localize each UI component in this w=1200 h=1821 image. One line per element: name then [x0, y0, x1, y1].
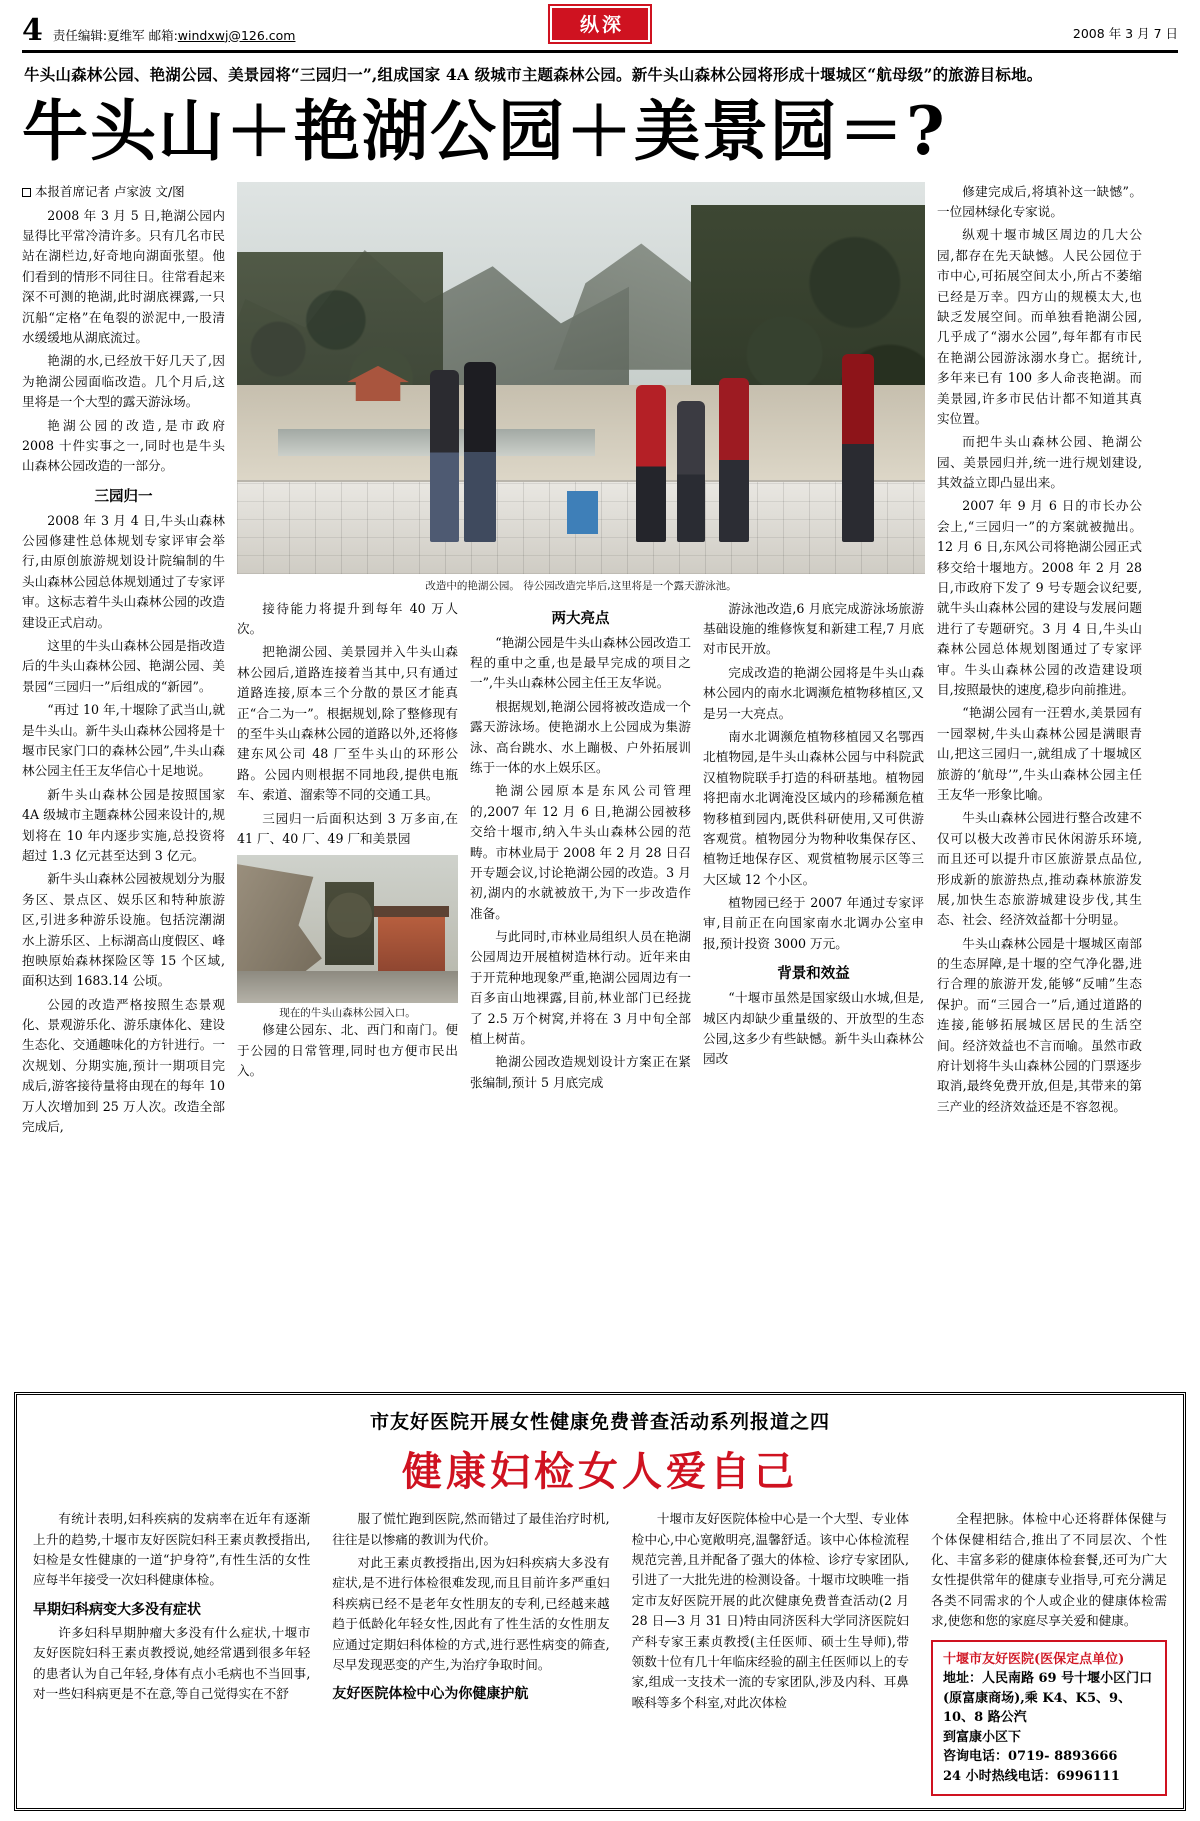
byline	[22, 182, 225, 200]
paragraph: 这里的牛头山森林公园是指改造后的牛头山森林公园、艳湖公园、美景园“三园归一”后组成的“新园”。	[22, 638, 225, 694]
paragraph: 全程把脉。体检中心还将群体保健与个体保健相结合,推出了不同层次、个性化、丰富多彩的健康体检套餐,还可为广大女性提供常年的健康专业指导,可充分满足各类不同需求的个人或企业的健康体检需求,使您和您的家庭尽享关爱和健康。	[930, 1511, 1167, 1629]
masthead	[22, 0, 1178, 46]
clinic-hotline[interactable]: 24 小时热线电话：6996111	[942, 1768, 1120, 1784]
article-deck: 牛头山森林公园、艳湖公园、美景园将“三园归一”,组成国家 4A 级城市主题森林公园。新牛头山森林公园将形成十堰城区“航母级”的旅游目标地。	[24, 65, 1043, 84]
paragraph: 与此同时,市林业局组织人员在艳湖公园周边开展植树造林行动。近年来由于开荒种地现象严重,艳湖公园周边有一百多亩山地裸露,目前,林业部门已经拢了 2.5 万个树窝,并将在 3 月中旬全部植上树苗。	[470, 929, 691, 1047]
paragraph: 对此王素贞教授指出,因为妇科疾病大多没有症状,是不进行体检很难发现,而且目前许多严重妇科疾病已经不是老年女性朋友的专利,已经越来越趋于低龄化年轻女性,因此有了性生活的女性朋友应通过定期妇科体检的方式,进行恶性病变的筛查,尽早发现恶变的产生,为治疗争取时间。	[332, 1554, 610, 1672]
clinic-contact-box	[931, 1640, 1167, 1797]
article-body	[22, 182, 1178, 1141]
paragraph: 根据规划,艳湖公园将被改造成一个露天游泳场。使艳湖水上公园成为集游泳、高台跳水、水上蹦极、户外拓展训练于一体的水上娱乐区。	[470, 698, 691, 775]
paragraph: 游泳池改造,6 月底完成游泳场旅游基础设施的维修恢复和新建工程,7 月底对市民开放。	[703, 600, 924, 657]
paragraph: 2007 年 9 月 6 日的市长办公会上,“三园归一”的方案就被抛出。12 月 6 日,东风公司将艳湖公园正式移交给十堰地方。2008 年 2 月 28 日,市政府下发了 9 号专题会议纪要,就牛头山森林公园的建设与发展问题进行了专题研究。3 月 4 日,牛头山森林公园总体规划图通过了专家评审。牛头山森林公园的改造建设项目,按照最快的速度,稳步向前推进。	[937, 498, 1142, 697]
paragraph: “十堰市虽然是国家级山水城,但是,城区内却缺少重量级的、开放型的生态公园,这多少有些缺憾。新牛头山森林公园改	[703, 990, 924, 1067]
subheading: 两大亮点	[551, 609, 610, 627]
photo-road	[237, 971, 458, 1004]
masthead-credits	[52, 27, 296, 47]
paragraph: 修建完成后,将填补这一缺憾”。一位园林绿化专家说。	[937, 183, 1142, 219]
paragraph: 许多妇科早期肿瘤大多没有什么症状,十堰市友好医院妇科王素贞教授说,她经常遇到很多年轻的患者认为自己年轻,身体有点小毛病也不当回事,对一些妇科病更是不在意,等自己觉得实在不舒	[33, 1624, 311, 1701]
publish-date: 2008 年 3 月 7 日	[1072, 26, 1178, 41]
photo-person	[636, 385, 666, 542]
paragraph: 2008 年 3 月 5 日,艳湖公园内显得比平常冷清许多。只有几名市民站在湖栏边,好奇地向湖面张望。他们看到的情形不同往日。往常看起来深不可测的艳湖,此时湖底裸露,一只沉船“定格”在龟裂的淤泥中,一股清水缓缓地从湖底流过。	[22, 207, 225, 345]
paragraph: 新牛头山森林公园被规划分为服务区、景点区、娱乐区和特种旅游区,引进多种游乐设施。包括浣潮湖水上游乐区、上标湖高山度假区、峰抱映原始森林探险区等 15 个区域,面积达到 1683.14 公顷。	[22, 871, 225, 989]
paragraph: 艳湖的水,已经放干好几天了,因为艳湖公园面临改造。几个月后,这里将是一个大型的露天游泳场。	[22, 353, 225, 410]
clinic-address-line2: (原富康商场),乘 K4、K5、9、10、8 路公汽	[942, 1690, 1132, 1725]
clinic-address-line3: 到富康小区下	[942, 1729, 1021, 1745]
editor-email[interactable]: windxwj@126.com	[177, 27, 296, 43]
paragraph: “艳湖公园有一汪碧水,美景园有一园翠树,牛头山森林公园是满眼青山,把这三园归一,就组成了十堰城区旅游的‘航母’”,牛头山森林公园主任王友华一形象比喻。	[937, 705, 1142, 802]
advertorial-column-2	[332, 1509, 609, 1796]
paragraph: 2008 年 3 月 4 日,牛头山森林公园修建性总体规划专家评审会举行,由原创旅游规划设计院编制的牛头山森林公园总体规划通过了专家评审。这标志着牛头山森林公园的改造建设正式启动。	[22, 512, 225, 630]
editor-label: 责任编辑:夏维军	[52, 27, 145, 43]
column-mid-1	[237, 599, 458, 1097]
main-photo	[237, 182, 925, 574]
advertorial-subheading: 友好医院体检中心为你健康护航	[332, 1686, 529, 1703]
photo-person	[464, 362, 496, 542]
paragraph: “艳湖公园是牛头山森林公园改造工程的重中之重,也是最早完成的项目之一”,牛头山森林公园主任王友华说。	[470, 634, 691, 691]
park-entrance-photo	[237, 855, 458, 1003]
clinic-name: 十堰市友好医院(医保定点单位)	[942, 1651, 1125, 1667]
photo-person	[677, 401, 705, 542]
photo-person	[719, 378, 749, 543]
column-mid-2	[470, 599, 691, 1097]
section-badge: 纵深	[548, 4, 652, 44]
paragraph: 十堰市友好医院体检中心是一个大型、专业体检中心,中心宽敞明亮,温馨舒适。该中心体检流程规范完善,且并配备了强大的体检、诊疗专家团队,引进了一大批先进的检测设备。十堰市坟映唯一指定市友好医院开展的此次健康免费普查活动(2 月 28 日—3 月 31 日)特由同济医科大学同济医院妇产科专家王素贞教授(主任医师、硕士生导师),带领数十位有几十年临床经验的副主任医师以上的专家,组成一支技术一流的专家团队,涉及内科、耳鼻喉科等多个科室,对此次体检	[631, 1511, 909, 1710]
middle-subcolumns	[237, 599, 925, 1097]
paragraph: 艳湖公园改造规划设计方案正在紧张编制,预计 5 月底完成	[470, 1054, 691, 1090]
page-folio: 4	[22, 13, 43, 48]
paragraph: 有统计表明,妇科疾病的发病率在近年有逐渐上升的趋势,十堰市友好医院妇科王素贞教授指出,妇检是女性健康的一道“护身符”,有性生活的女性应每半年接受一次妇科健康体检。	[33, 1511, 311, 1588]
advertorial	[14, 1392, 1186, 1811]
paragraph: 把艳湖公园、美景园并入牛头山森林公园后,道路连接着当其中,只有通过道路连接,原本三个分散的景区才能真正“合二为一”。根据规划,除了整修现有的至牛头山森林公园的道路以外,还将修建东风公司 48 厂至牛头山的环形公路。公园内则根据不同地段,提供电瓶车、索道、溜索等不同的交通工具。	[237, 644, 458, 803]
column-left	[22, 182, 225, 1141]
park-entrance-photo-caption: 现在的牛头山森林公园入口。	[279, 1007, 416, 1020]
advertorial-kicker: 市友好医院开展女性健康免费普查活动系列报道之四	[369, 1411, 830, 1434]
paragraph: 牛头山森林公园进行整合改建不仅可以极大改善市民休闲游乐环境,而且还可以提升市区旅游景点品位,形成新的旅游热点,推动森林旅游发展,加快生态旅游城建设步伐,其生态、社会、经济效益都十分明显。	[937, 810, 1142, 928]
advertorial-column-3	[632, 1509, 909, 1796]
column-mid-3	[703, 599, 924, 1097]
photo-blue-bin	[567, 491, 598, 534]
subheading: 三园归一	[94, 487, 153, 505]
paragraph: 完成改造的艳湖公园将是牛头山森林公园内的南水北调濒危植物移植区,又是另一大亮点。	[703, 664, 924, 721]
paragraph: 植物园已经于 2007 年通过专家评审,目前正在向国家南水北调办公室申报,预计投资 3000 万元。	[703, 895, 924, 951]
photo-tree	[325, 882, 374, 965]
paragraph: 服了慌忙跑到医院,然而错过了最佳治疗时机,往往是以惨痛的教训为代价。	[332, 1511, 610, 1547]
advertorial-title: 健康妇检女人爱自己	[402, 1448, 798, 1496]
subheading: 背景和效益	[777, 965, 850, 983]
advertorial-columns	[33, 1509, 1167, 1796]
mail-label: 邮箱:	[148, 27, 178, 43]
paragraph: “再过 10 年,十堰除了武当山,就是牛头山。新牛头山森林公园将是十堰市民家门口的森林公园”,牛头山森林公园主任王友华信心十足地说。	[22, 702, 225, 779]
paragraph: 艳湖公园原本是东风公司管理的,2007 年 12 月 6 日,艳湖公园被移交给十堰市,纳入牛头山森林公园的范畴。市林业局于 2008 年 2 月 28 日召开专题会议,讨论艳湖公园的改造。3 月初,湖内的水就被放干,为下一步改造作准备。	[470, 783, 691, 921]
photo-person	[430, 370, 459, 542]
paragraph: 公园的改造严格按照生态景观化、景观游乐化、游乐康体化、建设生态化、交通趣味化的方针进行。一次规划、分期实施,预计一期项目完成后,游客接待量将由现在的每年 10 万人次增加到 25 万人次。改造全部完成后,	[22, 996, 225, 1135]
paragraph: 接待能力将提升到每年 40 万人次。	[237, 600, 458, 636]
square-bullet-icon	[22, 188, 31, 197]
paragraph: 牛头山森林公园是十堰城区南部的生态屏障,是十堰的空气净化器,进行合理的旅游开发,能够“反哺”生态保护。而“三园合一”后,通过道路的连接,能够拓展城区居民的生活空间。经济效益也不言而喻。虽然市政府计划将牛头山森林公园的门票逐步取消,最终免费开放,但是,其带来的第三产业的经济效益还是不容忽视。	[937, 935, 1142, 1114]
byline-text: 本报首席记者 卢家波 文/图	[35, 183, 185, 199]
paragraph: 修建公园东、北、西门和南门。便于公园的日常管理,同时也方便市民出入。	[237, 1022, 458, 1079]
paragraph: 南水北调濒危植物移植园又名鄂西北植物园,是牛头山森林公园与中科院武汉植物院联手打造的科研基地。植物园将把南水北调淹没区域内的珍稀濒危植物移植到园内,既供科研使用,又可供游客观赏。植物园分为物种收集保存区、植物迁地保存区、观赏植物展示区等三大区域 12 个小区。	[703, 728, 924, 887]
main-photo-caption: 改造中的艳湖公园。 待公园改造完毕后,这里将是一个露天游泳池。	[425, 579, 737, 592]
advertorial-subheading: 早期妇科病变大多没有症状	[33, 1601, 201, 1618]
clinic-phone[interactable]: 咨询电话：0719- 8893666	[942, 1749, 1118, 1764]
advertorial-column-4	[931, 1509, 1167, 1796]
photo-person	[842, 354, 874, 542]
photo-building	[378, 914, 444, 973]
column-middle	[237, 182, 925, 1141]
paragraph: 而把牛头山森林公园、艳湖公园、美景园归并,统一进行规划建设,其效益立即凸显出来。	[937, 434, 1142, 491]
advertorial-column-1	[33, 1509, 310, 1796]
clinic-address-line1: 地址：人民南路 69 号十堰小区门口	[942, 1671, 1153, 1686]
column-right	[937, 182, 1142, 1141]
article-headline: 牛头山＋艳湖公园＋美景园＝?	[22, 92, 947, 171]
paragraph: 三园归一后面积达到 3 万多亩,在 41 厂、40 厂、49 厂和美景园	[237, 810, 458, 846]
paragraph: 新牛头山森林公园是按照国家 4A 级城市主题森林公园来设计的,规划将在 10 年内逐步实施,总投资将超过 1.3 亿元甚至达到 3 亿元。	[22, 786, 225, 863]
paragraph: 纵观十堰市城区周边的几大公园,都存在先天缺憾。人民公园位于市中心,可拓展空间太小,所占不萎缩已经是万幸。四方山的规模太大,也缺乏发展空间。而单独看艳湖公园,几乎成了“溺水公园”,每年都有市民在艳湖公园游泳溺水身亡。据统计,多年来已有 100 多人命丧艳湖。而美景园,许多市民估计都不知道其真实位置。	[937, 227, 1142, 426]
paragraph: 艳湖公园的改造,是市政府 2008 十件实事之一,同时也是牛头山森林公园改造的一部分。	[22, 417, 225, 474]
